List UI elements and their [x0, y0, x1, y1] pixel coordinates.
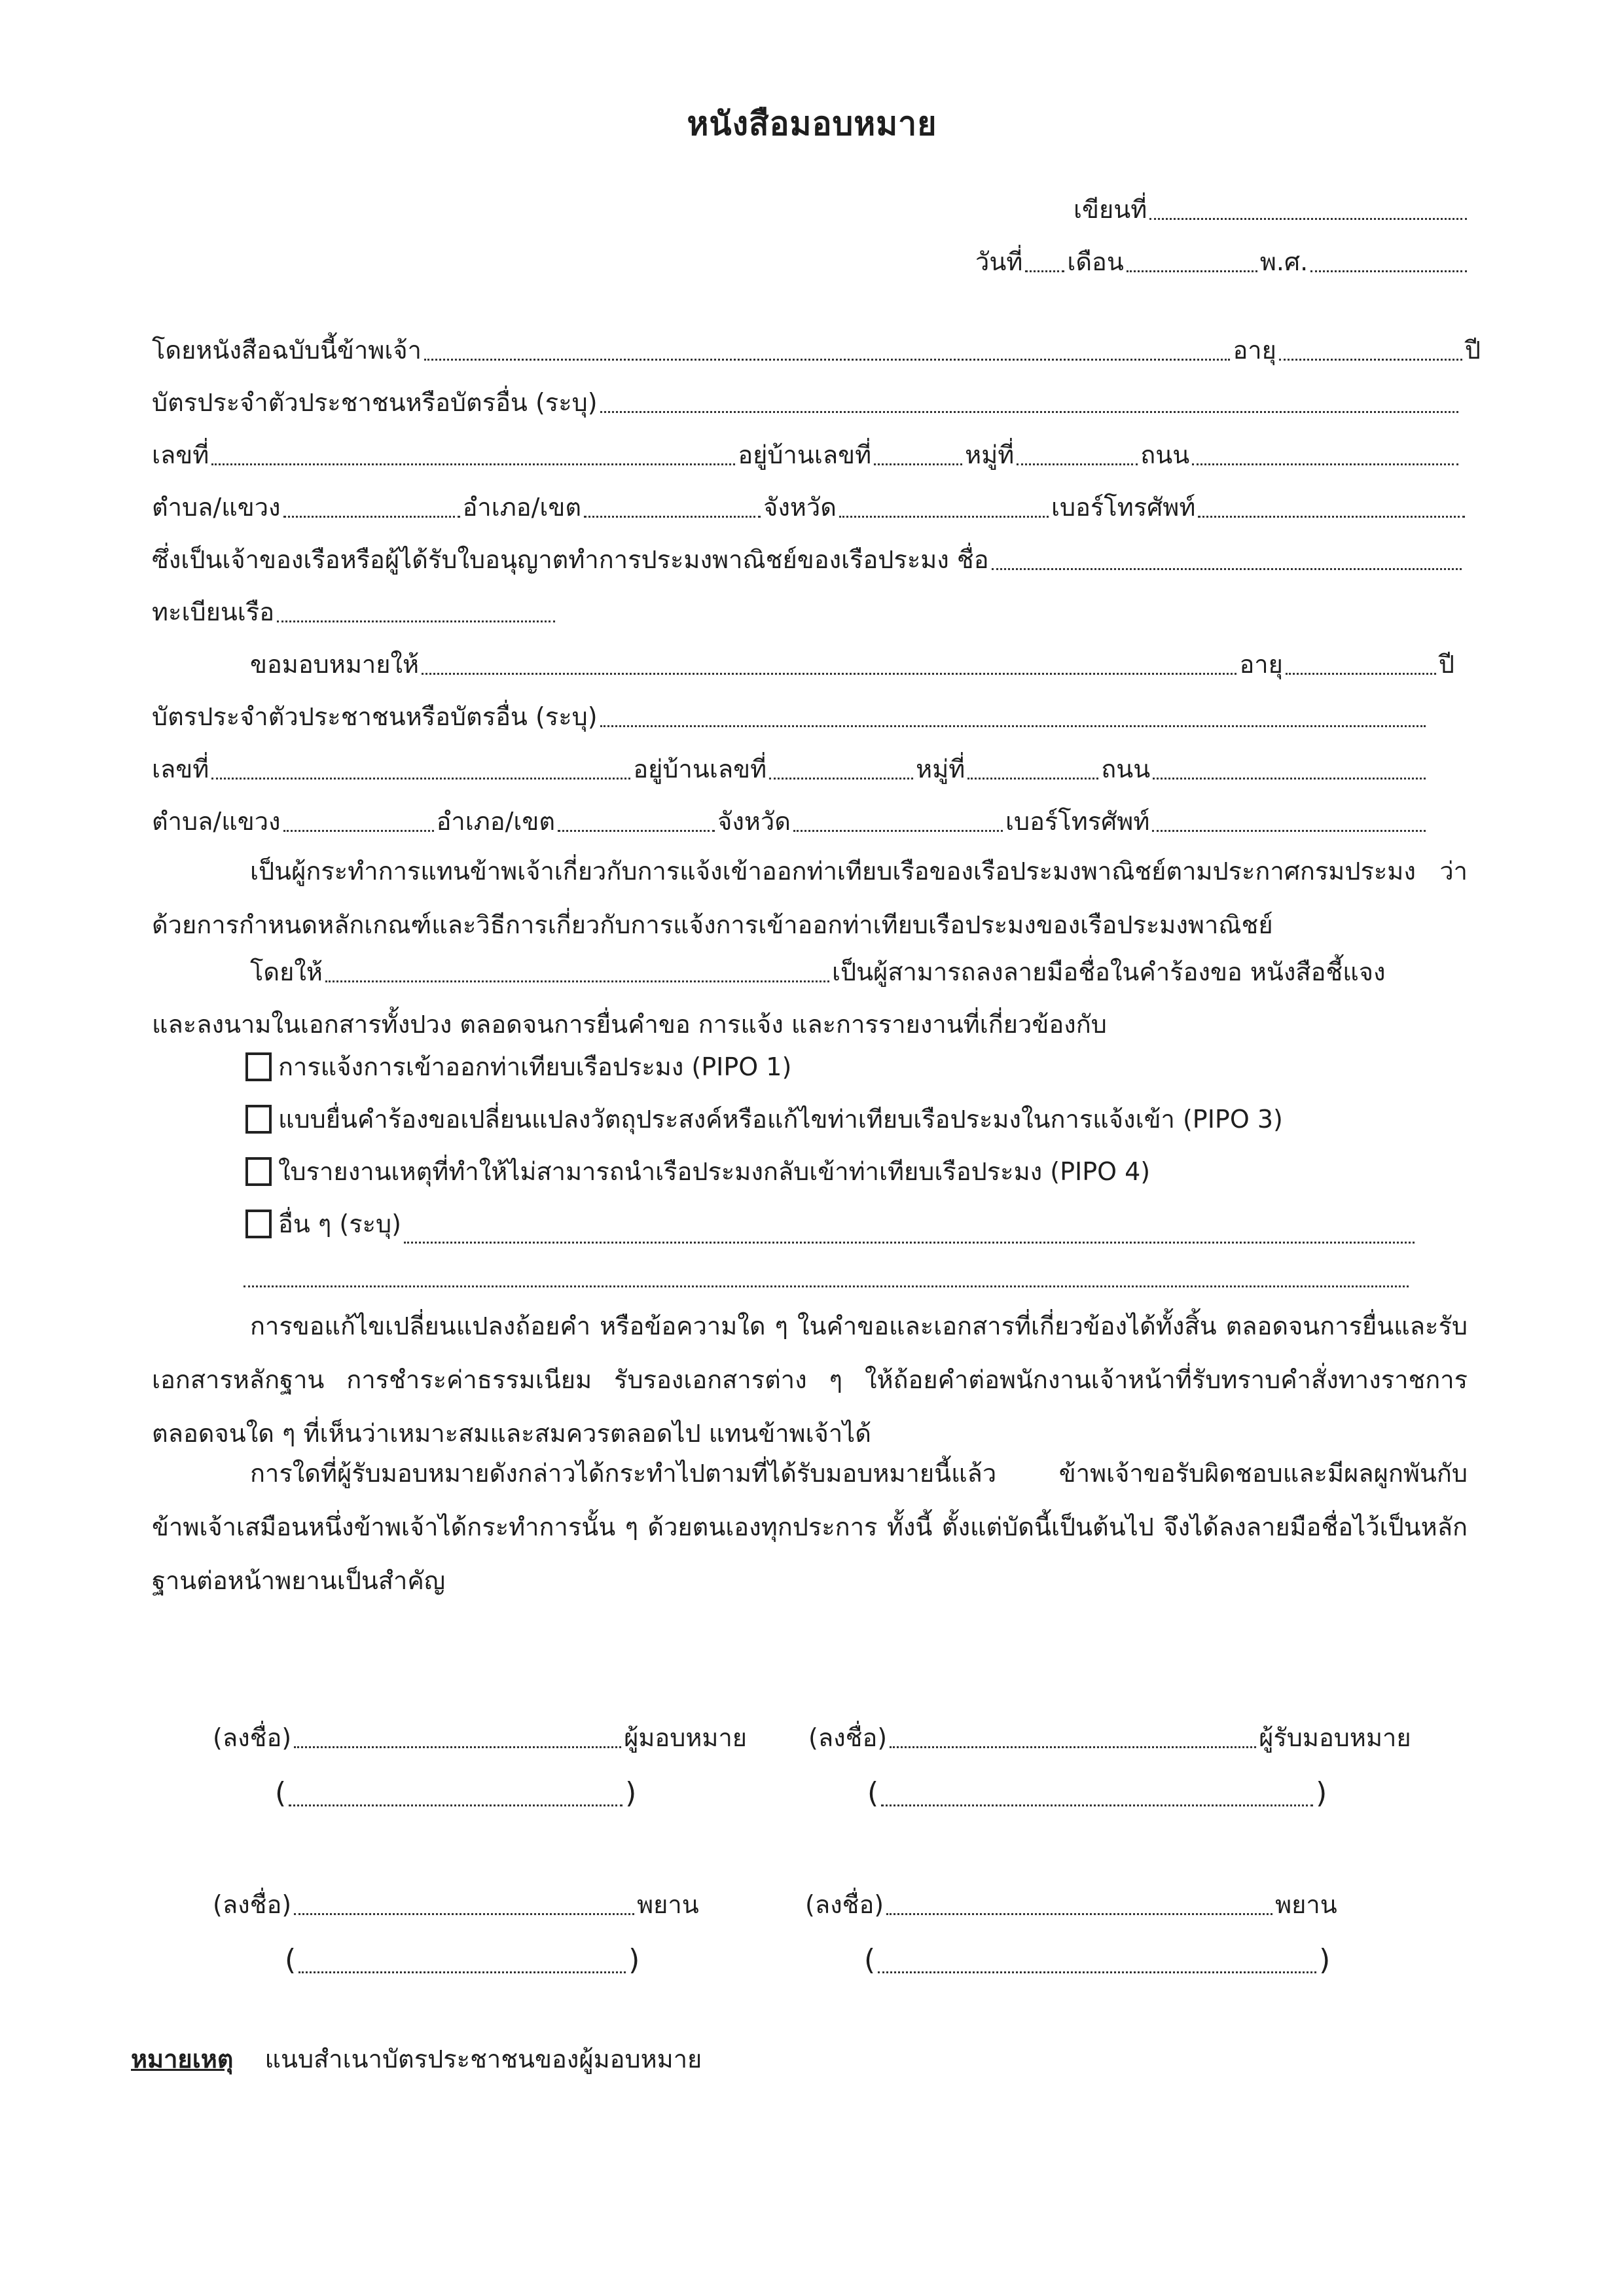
vessel-registration-field[interactable]	[277, 611, 555, 622]
witness2-open-paren: (	[864, 1943, 876, 1977]
date-field[interactable]	[1025, 261, 1064, 272]
grantor-intro-label: โดยหนังสือฉบับนี้ข้าพเจ้า	[152, 336, 422, 365]
grantor-house-field[interactable]	[874, 454, 962, 465]
authorize-continuation: และลงนามในเอกสารทั้งปวง ตลอดจนการยื่นคำขอ การแจ้ง และการรายงานที่เกี่ยวข้องกับ	[152, 1010, 1107, 1039]
authorize-suffix: เป็นผู้สามารถลงลายมือชื่อในคำร้องขอ หนังสือชี้แจง	[831, 958, 1386, 986]
grantee-road-label: ถนน	[1101, 755, 1151, 783]
vessel-owner-row	[152, 540, 1464, 579]
grantor-phone-field[interactable]	[1198, 507, 1465, 518]
grantee-road-field[interactable]	[1153, 768, 1426, 780]
date-label: วันที่	[975, 247, 1023, 276]
month-label: เดือน	[1067, 247, 1124, 276]
grantor-subdistrict-field[interactable]	[283, 507, 460, 518]
witness1-signature-field[interactable]	[294, 1904, 634, 1915]
amend-text: การขอแก้ไขเปลี่ยนแปลงถ้อยคำ หรือข้อความใด ๆ ในคำขอและเอกสารที่เกี่ยวข้องได้ทั้งสิ้น ตลอดจนการยื่นและรับเอกสารหลักฐาน การชำระค่าธรรมเนียม รับรองเอกสารต่าง ๆ ให้ถ้อยคำต่อพนักงานเจ้าหน้าที่รับทราบคำสั่งทางราชการ ตลอดจนใด ๆ ที่เห็นว่าเหมาะสมและสมควรตลอดไป แทนข้าพเจ้าได้	[152, 1312, 1468, 1448]
grantor-road-label: ถนน	[1140, 440, 1190, 469]
grantee-age-field[interactable]	[1286, 664, 1436, 675]
grantee-id-label: บัตรประจำตัวประชาชนหรือบัตรอื่น (ระบุ)	[152, 702, 598, 731]
witness2-sign-prefix: (ลงชื่อ)	[805, 1890, 884, 1919]
witness2-printed-name	[864, 1941, 1330, 1980]
witness1-signature-line	[213, 1885, 699, 1924]
grantor-close-paren: )	[625, 1776, 637, 1810]
other-specify-field-line2[interactable]	[244, 1276, 1409, 1287]
grantee-sign-prefix: (ลงชื่อ)	[808, 1723, 888, 1752]
grantee-location-row	[152, 802, 1428, 841]
grantor-age-label: อายุ	[1233, 336, 1276, 365]
vessel-owner-label: ซึ่งเป็นเจ้าของเรือหรือผู้ได้รับใบอนุญาตทำการประมงพาณิชย์ของเรือประมง ชื่อ	[152, 545, 989, 574]
grantor-sign-prefix: (ลงชื่อ)	[213, 1723, 292, 1752]
grantee-subdistrict-label: ตำบล/แขวง	[152, 807, 281, 836]
grantee-number-label: เลขที่	[152, 755, 209, 783]
grantor-number-field[interactable]	[211, 454, 735, 465]
other-specify-field[interactable]	[404, 1232, 1415, 1244]
grantee-phone-field[interactable]	[1152, 821, 1426, 832]
grantor-signature-field[interactable]	[294, 1737, 621, 1748]
footnote-heading: หมายเหตุ	[131, 2045, 234, 2073]
option-pipo1-label: การแจ้งการเข้าออกท่าเทียบเรือประมง (PIPO 1)	[278, 1052, 792, 1081]
grantee-province-field[interactable]	[793, 821, 1003, 832]
witness1-close-paren: )	[628, 1943, 640, 1977]
checkbox-pipo1[interactable]	[245, 1052, 272, 1081]
month-field[interactable]	[1127, 261, 1257, 272]
year-label: พ.ศ.	[1259, 247, 1308, 276]
grantor-years-label: ปี	[1464, 336, 1481, 365]
grantee-name-field[interactable]	[422, 664, 1236, 675]
liability-paragraph	[152, 1446, 1468, 1607]
witness2-close-paren: )	[1319, 1943, 1331, 1977]
grantor-id-row	[152, 383, 1461, 422]
grantee-id-row	[152, 697, 1428, 736]
option-pipo4-label: ใบรายงานเหตุที่ทำให้ไม่สามารถนำเรือประมงกลับเข้าท่าเทียบเรือประมง (PIPO 4)	[278, 1157, 1151, 1186]
grantor-signature-line	[213, 1718, 747, 1757]
written-at-label: เขียนที่	[1074, 195, 1147, 224]
vessel-registration-row	[152, 592, 558, 632]
grantee-address-row	[152, 749, 1428, 789]
witness2-signature-field[interactable]	[886, 1904, 1272, 1915]
option-pipo3	[245, 1100, 1283, 1139]
document-title: หนังสือมอบหมาย	[687, 105, 937, 143]
grantee-id-field[interactable]	[600, 716, 1426, 727]
grantor-district-field[interactable]	[584, 507, 761, 518]
purpose-text: เป็นผู้กระทำการแทนข้าพเจ้าเกี่ยวกับการแจ้งเข้าออกท่าเทียบเรือของเรือประมงพาณิชย์ตามประกาศกรมประมง ว่าด้วยการกำหนดหลักเกณฑ์และวิธีการเกี่ยวกับการแจ้งการเข้าออกท่าเทียบเรือประมงของเรือประมงพาณิชย์	[152, 857, 1468, 939]
grantee-close-paren: )	[1316, 1776, 1327, 1810]
purpose-paragraph	[152, 844, 1468, 952]
witness1-role-label: พยาน	[637, 1890, 699, 1919]
grantor-number-label: เลขที่	[152, 440, 209, 469]
witness2-printed-name-field[interactable]	[878, 1962, 1316, 1973]
grantee-open-paren: (	[867, 1776, 879, 1810]
grantor-role-label: ผู้มอบหมาย	[624, 1723, 748, 1752]
grantee-intro-label: ขอมอบหมายให้	[250, 650, 420, 679]
footnote	[131, 2039, 702, 2079]
witness1-printed-name	[285, 1941, 640, 1980]
date-row	[975, 242, 1470, 281]
authorized-person-field[interactable]	[325, 971, 829, 982]
grantee-name-row	[250, 645, 1454, 684]
grantee-phone-label: เบอร์โทรศัพท์	[1005, 807, 1150, 836]
option-pipo3-label: แบบยื่นคำร้องขอเปลี่ยนแปลงวัตถุประสงค์หรือแก้ไขท่าเทียบเรือประมงในการแจ้งเข้า (PIPO 3)	[278, 1105, 1283, 1134]
grantor-subdistrict-label: ตำบล/แขวง	[152, 493, 281, 522]
grantee-house-field[interactable]	[769, 768, 913, 780]
vessel-registration-label: ทะเบียนเรือ	[152, 598, 275, 626]
grantor-district-label: อำเภอ/เขต	[462, 493, 582, 522]
checkbox-pipo4[interactable]	[245, 1157, 272, 1186]
grantor-name-field[interactable]	[424, 350, 1230, 361]
witness1-printed-name-field[interactable]	[298, 1962, 626, 1973]
grantor-open-paren: (	[275, 1776, 287, 1810]
grantee-moo-label: หมู่ที่	[916, 755, 965, 783]
grantee-moo-field[interactable]	[967, 768, 1098, 780]
grantor-road-field[interactable]	[1192, 454, 1458, 465]
grantee-years-label: ปี	[1438, 650, 1454, 679]
footnote-text: แนบสำเนาบัตรประชาชนของผู้มอบหมาย	[264, 2045, 702, 2073]
authorize-row	[250, 952, 1468, 992]
grantor-id-label: บัตรประจำตัวประชาชนหรือบัตรอื่น (ระบุ)	[152, 388, 598, 417]
grantor-province-label: จังหวัด	[763, 493, 837, 522]
grantee-printed-name	[867, 1774, 1327, 1813]
checkbox-pipo3[interactable]	[245, 1105, 272, 1134]
option-other-label: อื่น ๆ (ระบุ)	[278, 1210, 401, 1238]
grantor-location-row	[152, 488, 1468, 527]
checkbox-other[interactable]	[245, 1210, 272, 1238]
grantor-phone-label: เบอร์โทรศัพท์	[1051, 493, 1196, 522]
witness1-open-paren: (	[285, 1943, 297, 1977]
grantor-moo-field[interactable]	[1017, 454, 1138, 465]
grantee-printed-name-field[interactable]	[881, 1795, 1313, 1806]
witness2-role-label: พยาน	[1275, 1890, 1337, 1919]
grantee-signature-line	[808, 1718, 1411, 1757]
option-pipo4	[245, 1152, 1150, 1191]
grantor-name-row	[152, 331, 1481, 370]
year-field[interactable]	[1310, 261, 1467, 272]
grantee-district-label: อำเภอ/เขต	[436, 807, 556, 836]
grantor-address-row	[152, 435, 1461, 475]
liability-text: การใดที่ผู้รับมอบหมายดังกล่าวได้กระทำไปตามที่ได้รับมอบหมายนี้แล้ว ข้าพเจ้าขอรับผิดชอบและมีผลผูกพันกับข้าพเจ้าเสมือนหนึ่งข้าพเจ้าได้กระทำการนั้น ๆ ด้วยตนเองทุกประการ ทั้งนี้ ตั้งแต่บัดนี้เป็นต้นไป จึงได้ลงลายมือชื่อไว้เป็นหลักฐานต่อหน้าพยานเป็นสำคัญ	[152, 1459, 1468, 1595]
witness1-sign-prefix: (ลงชื่อ)	[213, 1890, 292, 1919]
authorize-prefix: โดยให้	[250, 958, 323, 986]
grantor-printed-name	[275, 1774, 636, 1813]
grantee-subdistrict-field[interactable]	[283, 821, 434, 832]
written-at-field[interactable]	[1149, 209, 1467, 220]
grantee-age-label: อายุ	[1239, 650, 1283, 679]
option-other	[245, 1204, 1417, 1244]
grantor-moo-label: หมู่ที่	[965, 440, 1015, 469]
grantor-province-field[interactable]	[839, 507, 1049, 518]
grantor-house-label: อยู่บ้านเลขที่	[738, 440, 872, 469]
amend-paragraph	[152, 1299, 1468, 1460]
grantor-age-field[interactable]	[1279, 350, 1462, 361]
grantor-printed-name-field[interactable]	[289, 1795, 623, 1806]
grantee-signature-field[interactable]	[890, 1737, 1256, 1748]
grantee-role-label: ผู้รับมอบหมาย	[1259, 1723, 1411, 1752]
vessel-name-field[interactable]	[992, 559, 1462, 570]
witness2-signature-line	[805, 1885, 1337, 1924]
grantor-id-field[interactable]	[600, 402, 1458, 413]
authorize-continuation-row	[152, 1005, 1461, 1044]
grantee-district-field[interactable]	[558, 821, 715, 832]
grantee-province-label: จังหวัด	[717, 807, 791, 836]
grantee-number-field[interactable]	[211, 768, 630, 780]
grantee-house-label: อยู่บ้านเลขที่	[633, 755, 767, 783]
written-at-row	[1074, 190, 1470, 229]
option-pipo1	[245, 1047, 791, 1086]
